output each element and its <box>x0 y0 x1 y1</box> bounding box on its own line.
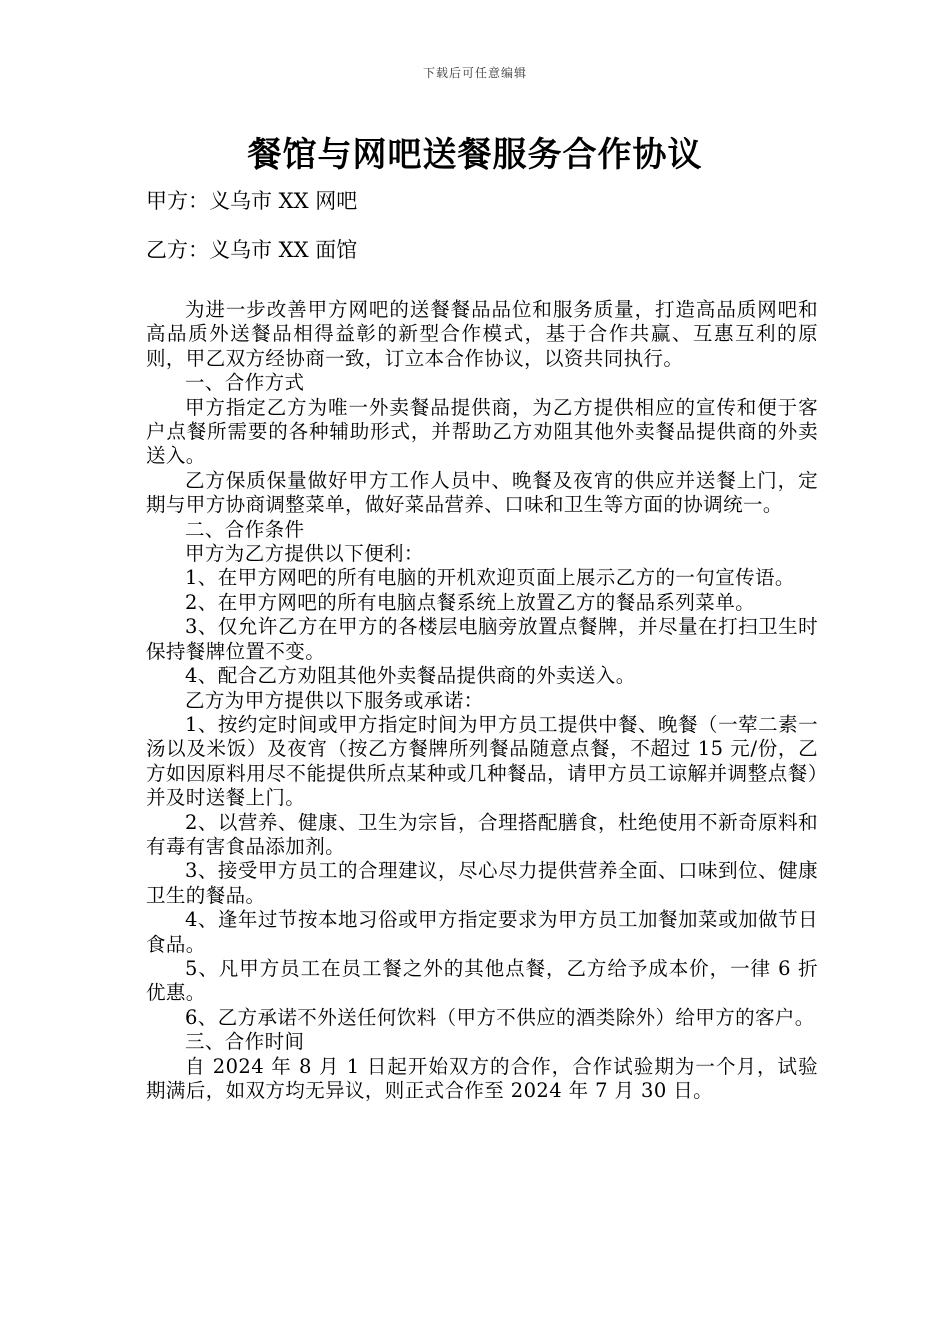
list-item: 4、配合乙方劝阻其他外卖餐品提供商的外卖送入。 <box>185 664 636 688</box>
list-item: 5、凡甲方员工在员工餐之外的其他点餐，乙方给予成本价，一律 6 折优惠。 <box>146 956 818 1005</box>
list-item: 4、逢年过节按本地习俗或甲方指定要求为甲方员工加餐加菜或加做节日食品。 <box>146 908 818 956</box>
party-b-line: 乙方：义乌市 XX 面馆 <box>146 238 358 262</box>
section-heading: 一、合作方式 <box>185 371 305 395</box>
paragraph: 甲方指定乙方为唯一外卖餐品提供商，为乙方提供相应的宣传和便于客户点餐所需要的各种辅助形式，并帮助乙方劝阻其他外卖餐品提供商的外卖送入。 <box>146 395 818 468</box>
list-item: 3、接受甲方员工的合理建议，尽心尽力提供营养全面、口味到位、健康卫生的餐品。 <box>146 859 818 907</box>
document-body <box>146 298 818 1103</box>
paragraph: 乙方保质保量做好甲方工作人员中、晚餐及夜宵的供应并送餐上门，定期与甲方协商调整菜单，做好菜品营养、口味和卫生等方面的协调统一。 <box>146 468 818 517</box>
list-item: 6、乙方承诺不外送任何饮料（甲方不供应的酒类除外）给甲方的客户。 <box>185 1005 815 1029</box>
page-header: 下载后可任意编辑 <box>422 66 527 80</box>
party-a-line: 甲方：义乌市 XX 网吧 <box>146 189 358 213</box>
section-heading: 二、合作条件 <box>185 517 305 541</box>
paragraph: 甲方为乙方提供以下便利： <box>185 542 424 566</box>
list-item: 3、仅允许乙方在甲方的各楼层电脑旁放置点餐牌，并尽量在打扫卫生时保持餐牌位置不变。 <box>146 615 818 663</box>
list-item: 1、在甲方网吧的所有电脑的开机欢迎页面上展示乙方的一句宣传语。 <box>185 566 795 590</box>
document-title: 餐馆与网吧送餐服务合作协议 <box>247 135 703 175</box>
paragraph: 乙方为甲方提供以下服务或承诺： <box>185 688 484 712</box>
list-item: 2、在甲方网吧的所有电脑点餐系统上放置乙方的餐品系列菜单。 <box>185 590 756 614</box>
section-heading: 三、合作时间 <box>185 1030 305 1054</box>
paragraph-intro: 为进一步改善甲方网吧的送餐餐品品位和服务质量，打造高品质网吧和高品质外送餐品相得益彰的新型合作模式，基于合作共赢、互惠互利的原则，甲乙双方经协商一致，订立本合作协议，以资共同执行。 <box>146 298 818 370</box>
paragraph: 自 2024 年 8 月 1 日起开始双方的合作，合作试验期为一个月，试验期满后，如双方均无异议，则正式合作至 2024 年 7 月 30 日。 <box>146 1054 818 1102</box>
list-item: 1、按约定时间或甲方指定时间为甲方员工提供中餐、晚餐（一荤二素一汤以及米饭）及夜宵（按乙方餐牌所列餐品随意点餐，不超过 15 元/份，乙方如因原料用尽不能提供所点某种或几种餐品，请甲方员工谅解并调整点餐）并及时送餐上门。 <box>146 712 818 810</box>
list-item: 2、以营养、健康、卫生为宗旨，合理搭配膳食，杜绝使用不新奇原料和有毒有害食品添加剂。 <box>146 810 818 858</box>
